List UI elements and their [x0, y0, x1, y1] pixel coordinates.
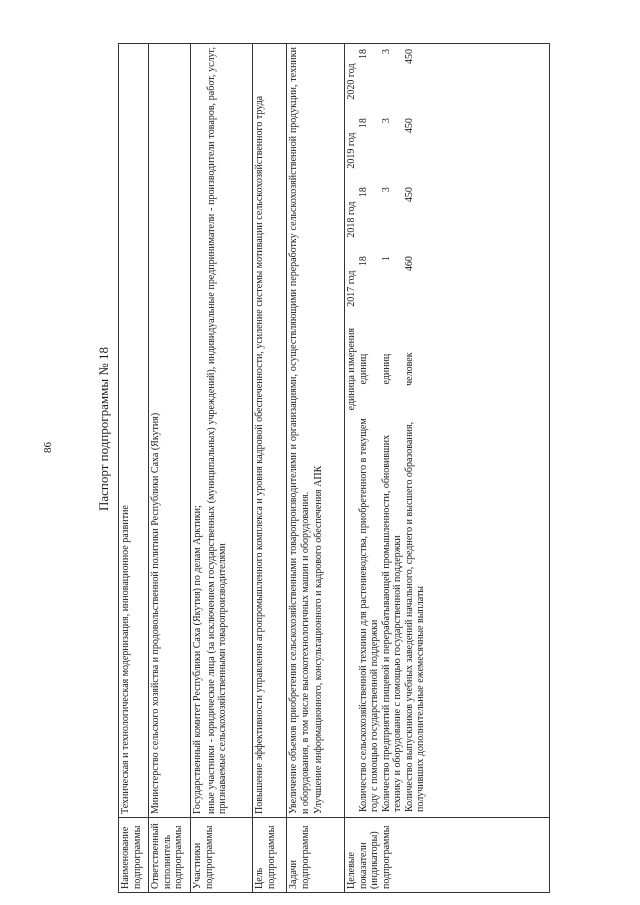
indicator-name: Количество сельскохозяйственной техники для растениеводства, приобретенного в текущем году с помощью государственной поддержки: [357, 418, 380, 812]
row-text: Улучшение информационного, консультационного и кадрового обеспечения АПК: [313, 465, 324, 814]
indicator-value: 3: [380, 187, 392, 193]
row-text: Министерство сельского хозяйства и продовольственной политики Республики Саха (Якутия): [150, 412, 161, 814]
row-text: Государственный комитет Республики Саха (Якутия) по делам Арктики;: [192, 505, 203, 814]
row-participants: [191, 44, 253, 893]
row-text: Увеличение объемов приобретения сельскохозяйственными товаропроизводителями и организациями, осуществляющими переработку сельскохозяйственной продукции, техники и оборудования, в том числе высокотехнологичных машин и оборудования.: [288, 47, 311, 814]
indicator-name: Количество выпускников учебных заведений начального, среднего и высшего образования, получивших дополнительные ежемесячные выплаты: [403, 421, 426, 812]
indicator-row: [381, 47, 404, 814]
header-year-2020: 2020 год: [346, 63, 357, 100]
indicators-header-row: [346, 47, 358, 814]
row-goal: [253, 44, 287, 893]
passport-table: [118, 43, 550, 893]
document-title: Паспорт подпрограммы № 18: [96, 347, 111, 511]
indicator-unit: человек: [403, 352, 415, 386]
indicator-row: [404, 47, 427, 814]
row-indicators: [345, 44, 550, 893]
page-number: 86: [42, 442, 54, 453]
indicator-value: 460: [403, 256, 415, 272]
passport-sheet: [118, 43, 550, 893]
header-indicator: [346, 415, 358, 814]
header-year-2017: 2017 год: [346, 270, 357, 307]
row-tasks: [287, 44, 345, 893]
indicator-unit: единиц: [380, 353, 392, 385]
indicator-value: 18: [357, 187, 369, 198]
indicator-value: 18: [357, 49, 369, 59]
row-subprogram-name: [119, 44, 149, 893]
row-text: Техническая и технологическая модернизация, инновационное развитие: [120, 505, 131, 814]
row-label: Участники подпрограммы: [191, 818, 253, 893]
indicator-value: 18: [357, 118, 369, 129]
indicator-value: 3: [380, 118, 392, 124]
indicator-row: [358, 47, 381, 814]
indicators-table: [346, 47, 427, 814]
indicator-value: 450: [403, 187, 415, 203]
indicators-content: [345, 44, 550, 818]
row-responsible-executor: [149, 44, 191, 893]
header-year-2019: 2019 год: [346, 132, 357, 169]
row-content: [253, 44, 287, 818]
row-label: Ответственный исполнитель подпрограммы: [149, 818, 191, 893]
row-label: Цель подпрограммы: [253, 818, 287, 893]
indicator-value: 18: [357, 256, 369, 267]
indicator-value: 450: [403, 118, 415, 134]
row-text: иные участники - юридические лица (за исключением государственных (муниципальных) учреждений), индивидуальные предприниматели - производители товаров, работ, услуг, признаваемые сельскохозяйственными товаропроизводителями: [205, 47, 228, 814]
row-content: [119, 44, 149, 818]
row-label: Наименование подпрограммы: [119, 818, 149, 893]
indicator-value: 1: [380, 256, 392, 262]
row-text: Повышение эффективности управления агропромышленного комплекса и уровня кадровой обеспеченности, усиление системы мотивации сельскохозяйственного труда: [254, 95, 265, 814]
row-label: Задачи подпрограммы: [287, 818, 345, 893]
header-unit: единица измерения: [346, 327, 357, 411]
indicator-value: 3: [380, 49, 392, 54]
row-content: [149, 44, 191, 818]
header-year-2018: 2018 год: [346, 201, 357, 238]
indicator-unit: единиц: [357, 353, 369, 385]
row-label: Целевые показатели (индикаторы) подпрограммы: [345, 818, 550, 893]
indicator-name: Количество предприятий пищевой и перерабатывающей промышленности, обновивших технику и оборудование с помощью государственной поддержки: [380, 434, 403, 812]
row-content: [191, 44, 253, 818]
row-content: [287, 44, 345, 818]
indicator-value: 450: [403, 49, 415, 64]
